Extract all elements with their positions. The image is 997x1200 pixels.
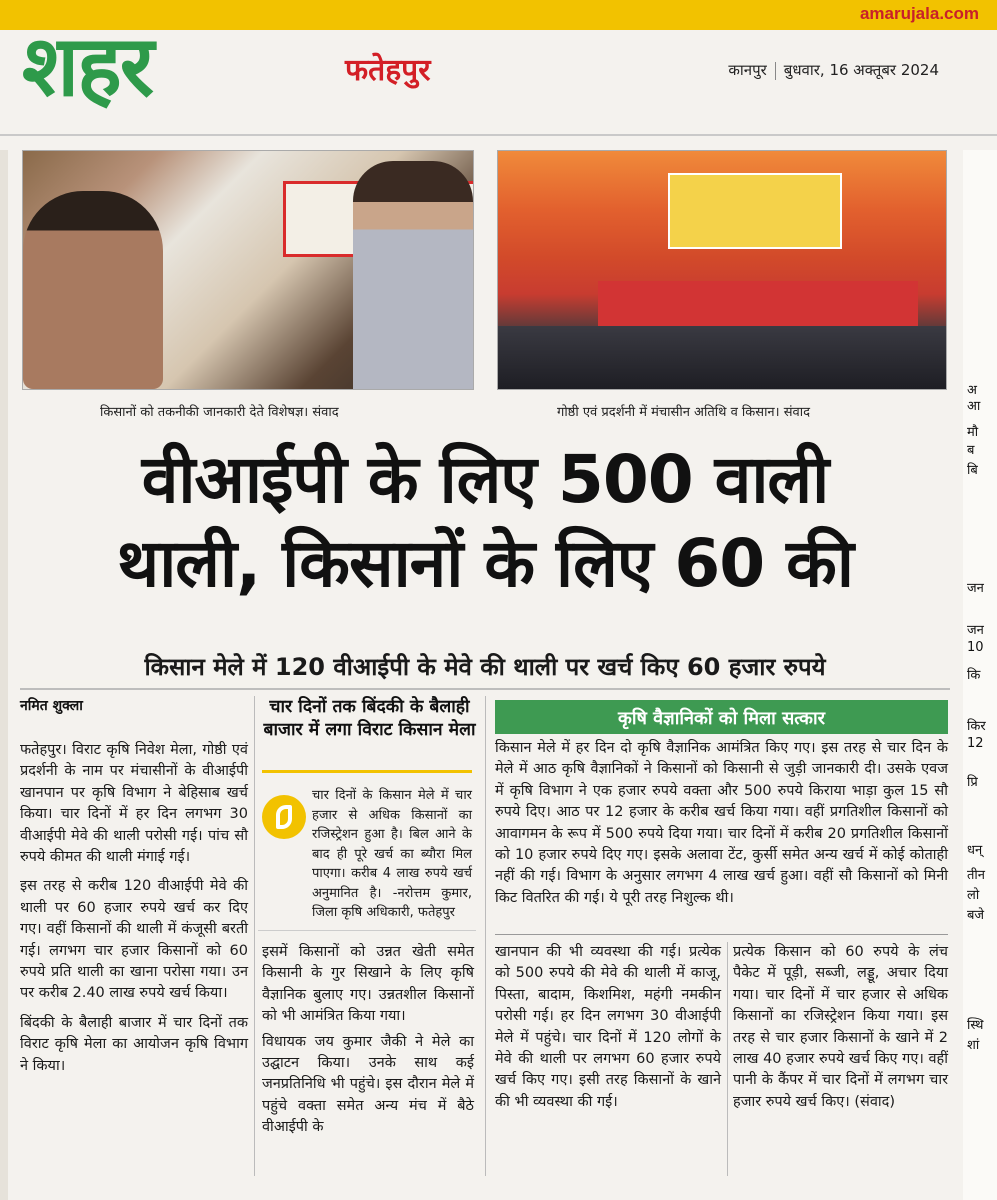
box-body: किसान मेले में हर दिन दो कृषि वैज्ञानिक आमंत्रित किए गए। इस तरह से चार दिन के मेले में आठ कृषि वैज्ञानिकों ने किसानों को किसानी से जुड़ी जानकारी दी। उसके एवज में कृषि विभाग ने एक हजार रुपये वक्ता और 500 रुपये किराया भाड़ा कुल 15 सौ रुपये दिए। आठ पर 12 हजार के करीब खर्च किया गया। वहीं प्रगतिशील किसानों को आवागमन के रूप में 500 रुपये दिया गया। चार दिनों में करीब 20 प्रगतिशील किसानों को 10 हजार रुपये दिए गए। इसके अलावा टेंट, कुर्सी समेत अन्य खर्च में कोई कोताही नहीं की गई। विभाग के अनुसार लगभग 4 लाख खर्च हुआ। वहीं सौ किसानों को मिनी किट वितरित की गई। ये पूरी तरह निशुल्क थी।: [495, 740, 948, 906]
issue-date: बुधवार, 16 अक्तूबर 2024: [783, 61, 939, 79]
photo-stage-banner: [668, 173, 842, 249]
photo-stage: [598, 281, 918, 331]
article-column-2: [262, 942, 474, 1143]
paragraph: इसमें किसानों को उन्नत खेती समेत किसानी के गुर सिखाने के लिए कृषि वैज्ञानिक बुलाए गए। उन्नतशील किसानों को भी आमंत्रित किया गया।: [262, 944, 474, 1025]
strip-text: आ: [967, 399, 981, 414]
subheadline-rule: [20, 688, 950, 690]
subheadline: किसान मेले में 120 वीआईपी के मेवे की थाली पर खर्च किए 60 हजार रुपये: [144, 653, 826, 681]
masthead: [0, 10, 997, 130]
paragraph: विधायक जय कुमार जैकी ने मेले का उद्घाटन किया। उनके साथ कई जनप्रतिनिधि भी पहुंचे। इस दौरान मेले में पहुंचे वक्ता समेत अन्य मंच में बैठे वीआईपी के: [262, 1033, 474, 1136]
dateline-divider: [775, 62, 776, 80]
photo-farmer-figure: [23, 191, 163, 389]
strip-text: अ: [967, 383, 977, 398]
photo-stage-event: [497, 150, 947, 390]
column-divider: [254, 696, 255, 1176]
strip-text: लो: [967, 888, 980, 903]
adjacent-page-strip: [963, 150, 997, 1200]
article-column-5: प्रत्येक किसान को 60 रुपये के लंच पैकेट में पूड़ी, सब्जी, लड्डू, अचार दिया गया। चार दिनों में चार हजार से अधिक किसानों का रजिस्ट्रेशन किया गया। इस तरह से चार हजार किसानों के खाने में 2 लाख 40 हजार रुपये खर्च किए गए। वहीं पानी के कैंपर में चार दिनों में लगभग चार हजार रुपये खर्च किए। (संवाद): [733, 944, 948, 1110]
photo-experts-with-farmers: [22, 150, 474, 390]
strip-text: शां: [967, 1038, 980, 1053]
strip-text: तीन: [967, 868, 985, 883]
site-url[interactable]: amarujala.com: [859, 4, 979, 23]
official-quote: चार दिनों के किसान मेले में चार हजार से अधिक किसानों का रजिस्ट्रेशन हुआ है। बिल आने के बाद ही पूरे खर्च का ब्यौरा मिल पाएगा। करीब 4 लाख रुपये खर्च अनुमानित है। -नरोत्तम कुमार, जिला कृषि अधिकारी, फतेहपुर: [312, 788, 472, 920]
strip-text: मौ: [967, 425, 979, 440]
strip-text: किर: [967, 719, 986, 734]
photo-audience: [498, 326, 946, 389]
strip-text: स्थि: [967, 1018, 984, 1033]
box-title-bar: [495, 700, 948, 734]
strip-text: ब: [967, 443, 975, 458]
paragraph: इस तरह से करीब 120 वीआईपी मेवे की थाली पर 60 हजार रुपये खर्च कर दिए गए। वहीं किसानों की थाली में कंजूसी बरती गई। लगभग चार हजार किसानों को 60 रुपये प्रति थाली का खाना परोसा गया। उन पर करीब 2.40 लाख रुपये खर्च किया।: [20, 878, 248, 1002]
side-title-rule: [262, 770, 472, 773]
strip-text: धन्: [967, 843, 983, 858]
masthead-rule: [0, 134, 997, 136]
headline-line-2: थाली, किसानों के लिए 60 की: [117, 525, 853, 602]
strip-text: 12: [967, 736, 984, 751]
photo-caption-left: किसानों को तकनीकी जानकारी देते विशेषज्ञ। संवाद: [100, 405, 339, 420]
headline-line-1: वीआईपी के लिए 500 वाली: [141, 441, 829, 518]
section-logo: शहर: [22, 17, 153, 115]
side-title: चार दिनों तक बिंदकी के बैलाही बाजार में लगा विराट किसान मेला: [263, 697, 476, 740]
strip-text: बि: [967, 463, 978, 478]
paragraph: बिंदकी के बैलाही बाजार में चार दिनों तक विराट कृषि मेला का आयोजन कृषि विभाग ने किया।: [20, 1014, 248, 1074]
photo-caption-right: गोष्ठी एवं प्रदर्शनी में मंचासीन अतिथि व किसान। संवाद: [557, 405, 810, 420]
edition-name: कानपुर: [728, 61, 767, 79]
column-divider: [485, 696, 486, 1176]
headline: [20, 438, 950, 606]
box-title: कृषि वैज्ञानिकों को मिला सत्कार: [618, 708, 825, 729]
strip-text: प्रि: [967, 775, 978, 790]
article-column-4: खानपान की भी व्यवस्था की गई। प्रत्येक को 500 रुपये की मेवे की थाली में काजू, पिस्ता, बादाम, किशमिश, महंगी नमकीन परोसी गई। हर दिन लगभग 30 वीआईपी मेले में पहुंचे। चार दिनों में 120 लोगों के मेवे की थाली पर लगभग 60 हजार रुपये खर्च किए गए। इसी तरह किसानों के खाने की भी व्यवस्था की गई।: [495, 944, 721, 1110]
strip-text: 10: [967, 640, 984, 655]
paragraph: फतेहपुर। विराट कृषि निवेश मेला, गोष्ठी एवं प्रदर्शनी के नाम पर मंचासीनों के वीआईपी खानपान पर कृषि विभाग ने बेहिसाब खर्च किया। चार दिनों में हर दिन लगभग 30 वीआईपी मेवे की थाली परोसी गई। पांच सौ रुपये कीमत की थाली मंगाई गई।: [20, 742, 248, 866]
dateline: [728, 60, 939, 80]
byline: नमित शुक्ला: [20, 698, 83, 714]
strip-text: बजे: [967, 908, 985, 923]
column-divider: [727, 942, 728, 1176]
strip-text: कि: [967, 668, 981, 683]
left-page-edge: [0, 150, 8, 1200]
strip-text: जन: [967, 623, 984, 638]
photo-expert-figure: [353, 161, 473, 389]
article-column-1: [20, 740, 248, 1085]
strip-text: जन: [967, 581, 984, 596]
box-bottom-rule: [495, 934, 948, 935]
city-name: फतेहपुर: [345, 53, 431, 88]
